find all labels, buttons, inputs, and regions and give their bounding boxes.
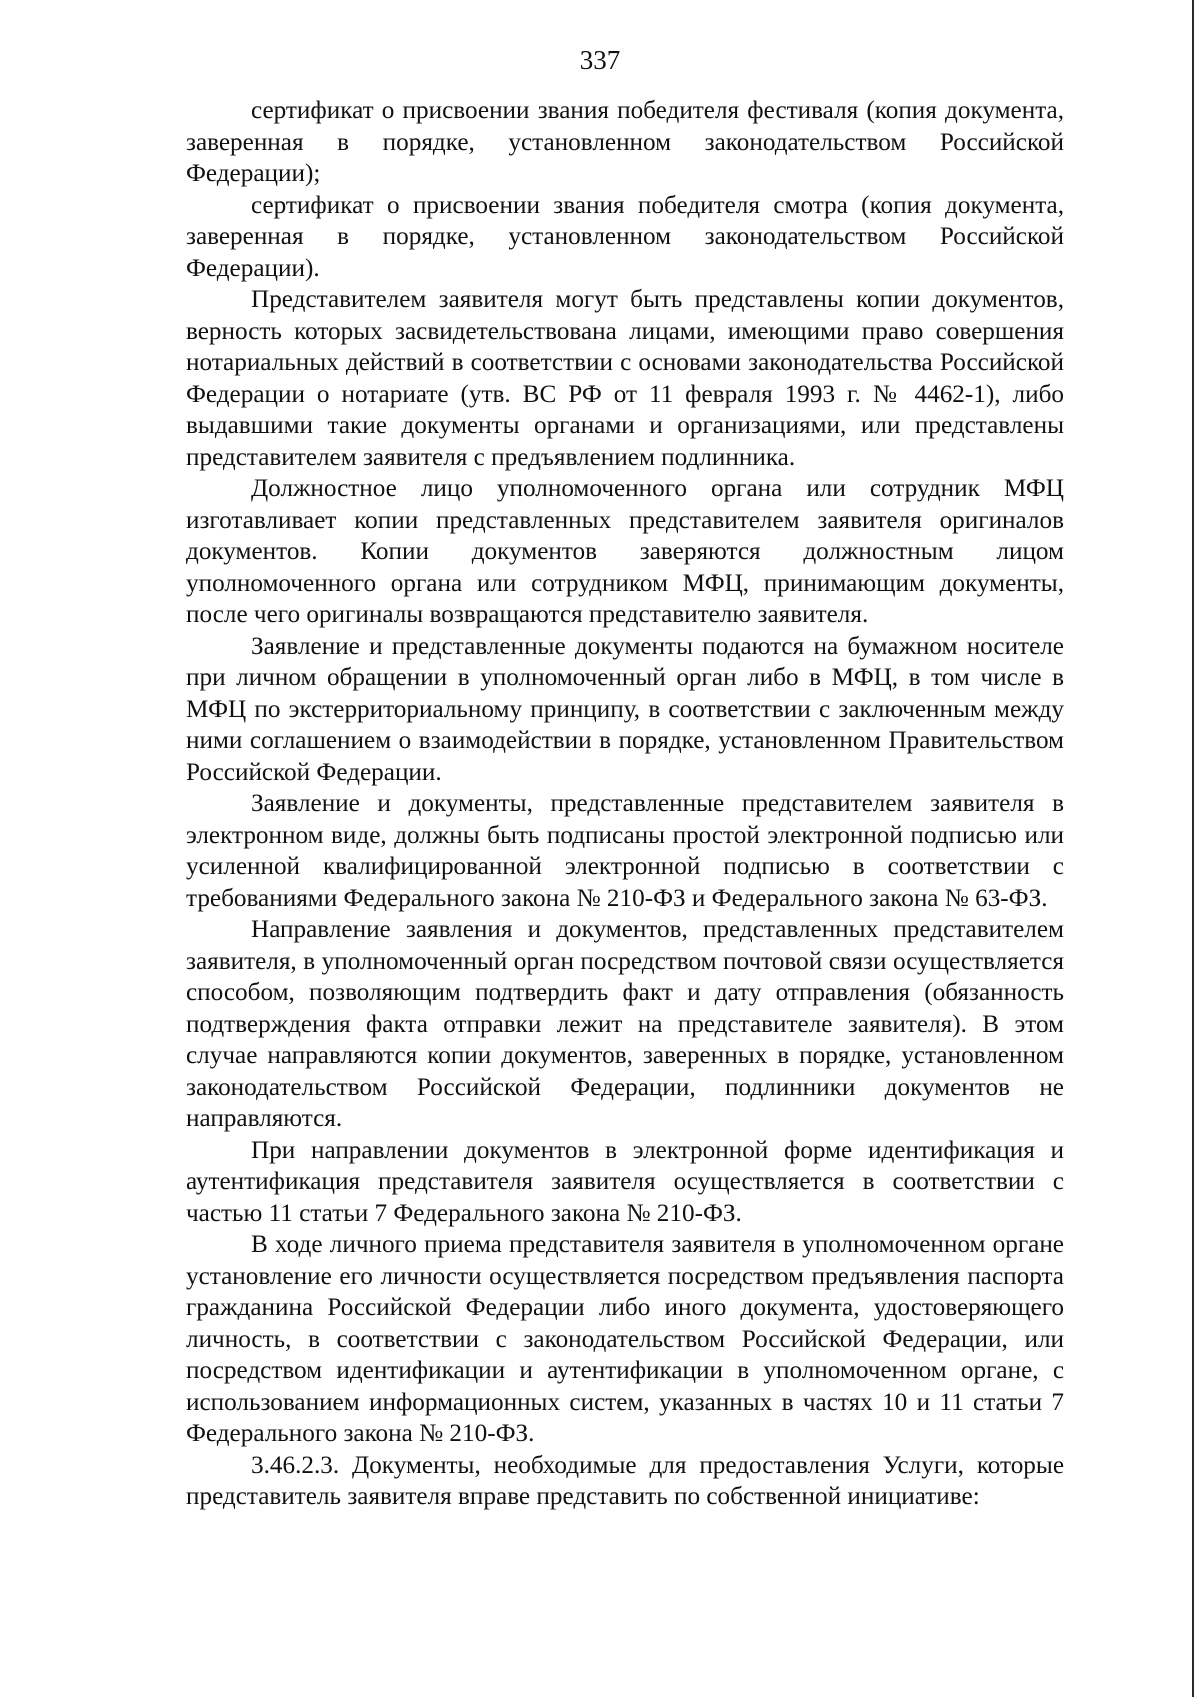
paragraph-personal-reception: В ходе личного приема представителя заявителя в уполномоченном органе установление его личности осуществляется посредством предъявления паспорта гражданина Российской Федерации либо иного документа, удостоверяющего личность, в соответствии с законодательством Российской Федерации, или посредством идентификации и аутентификации в уполномоченном органе, с использованием информационных систем, указанных в частях 10 и 11 статьи 7 Федерального закона № 210-ФЗ. (186, 1231, 1064, 1447)
paragraph-postal-submission: Направление заявления и документов, представленных представителем заявителя, в уполномоченный орган посредством почтовой связи осуществляется способом, позволяющим подтвердить факт и дату отправления (обязанность подтверждения факта отправки лежит на представителе заявителя). В этом случае направляются копии документов, заверенных в порядке, установленном законодательством Российской Федерации, подлинники документов не направляются. (186, 916, 1064, 1132)
scan-edge-line (1192, 0, 1194, 1697)
paragraph-section-3-46-2-3: 3.46.2.3. Документы, необходимые для предоставления Услуги, которые представитель заявителя вправе представить по собственной инициативе: (186, 1451, 1064, 1510)
paragraph-electronic-signature: Заявление и документы, представленные представителем заявителя в электронном виде, должны быть подписаны простой электронной подписью или усиленной квалифицированной электронной подписью в соответствии с требованиями Федерального закона № 210-ФЗ и Федерального закона № 63-ФЗ. (186, 790, 1064, 912)
paragraph-review-certificate: сертификат о присвоении звания победителя смотра (копия документа, заверенная в порядке, установленном законодательством Российской Федерации). (186, 191, 1064, 282)
page-body (186, 95, 1064, 1513)
paragraph-notarized-copies: Представителем заявителя могут быть представлены копии документов, верность которых засвидетельствована лицами, имеющими право совершения нотариальных действий в соответствии с основами законодательства Российской Федерации о нотариате (утв. ВС РФ от 11 февраля 1993 г. № 4462-1), либо выдавшими такие документы органами и организациями, или представлены представителем заявителя с предъявлением подлинника. (186, 286, 1064, 471)
paragraph-festival-certificate: сертификат о присвоении звания победителя фестиваля (копия документа, заверенная в порядке, установленном законодательством Российской Федерации); (186, 97, 1064, 187)
page-number: 337 (579, 45, 621, 75)
paragraph-copy-certification: Должностное лицо уполномоченного органа или сотрудник МФЦ изготавливает копии представленных представителем заявителя оригиналов документов. Копии документов заверяются должностным лицом уполномоченного органа или сотрудником МФЦ, принимающим документы, после чего оригиналы возвращаются представителю заявителя. (186, 475, 1064, 628)
paragraph-electronic-identification: При направлении документов в электронной форме идентификация и аутентификация представителя заявителя осуществляется в соответствии с частью 11 статьи 7 Федерального закона № 210-ФЗ. (186, 1136, 1064, 1227)
paragraph-paper-submission: Заявление и представленные документы подаются на бумажном носителе при личном обращении в уполномоченный орган либо в МФЦ, в том числе в МФЦ по экстерриториальному принципу, в соответствии с заключенным между ними соглашением о взаимодействии в порядке, установленном Правительством Российской Федерации. (186, 632, 1064, 786)
